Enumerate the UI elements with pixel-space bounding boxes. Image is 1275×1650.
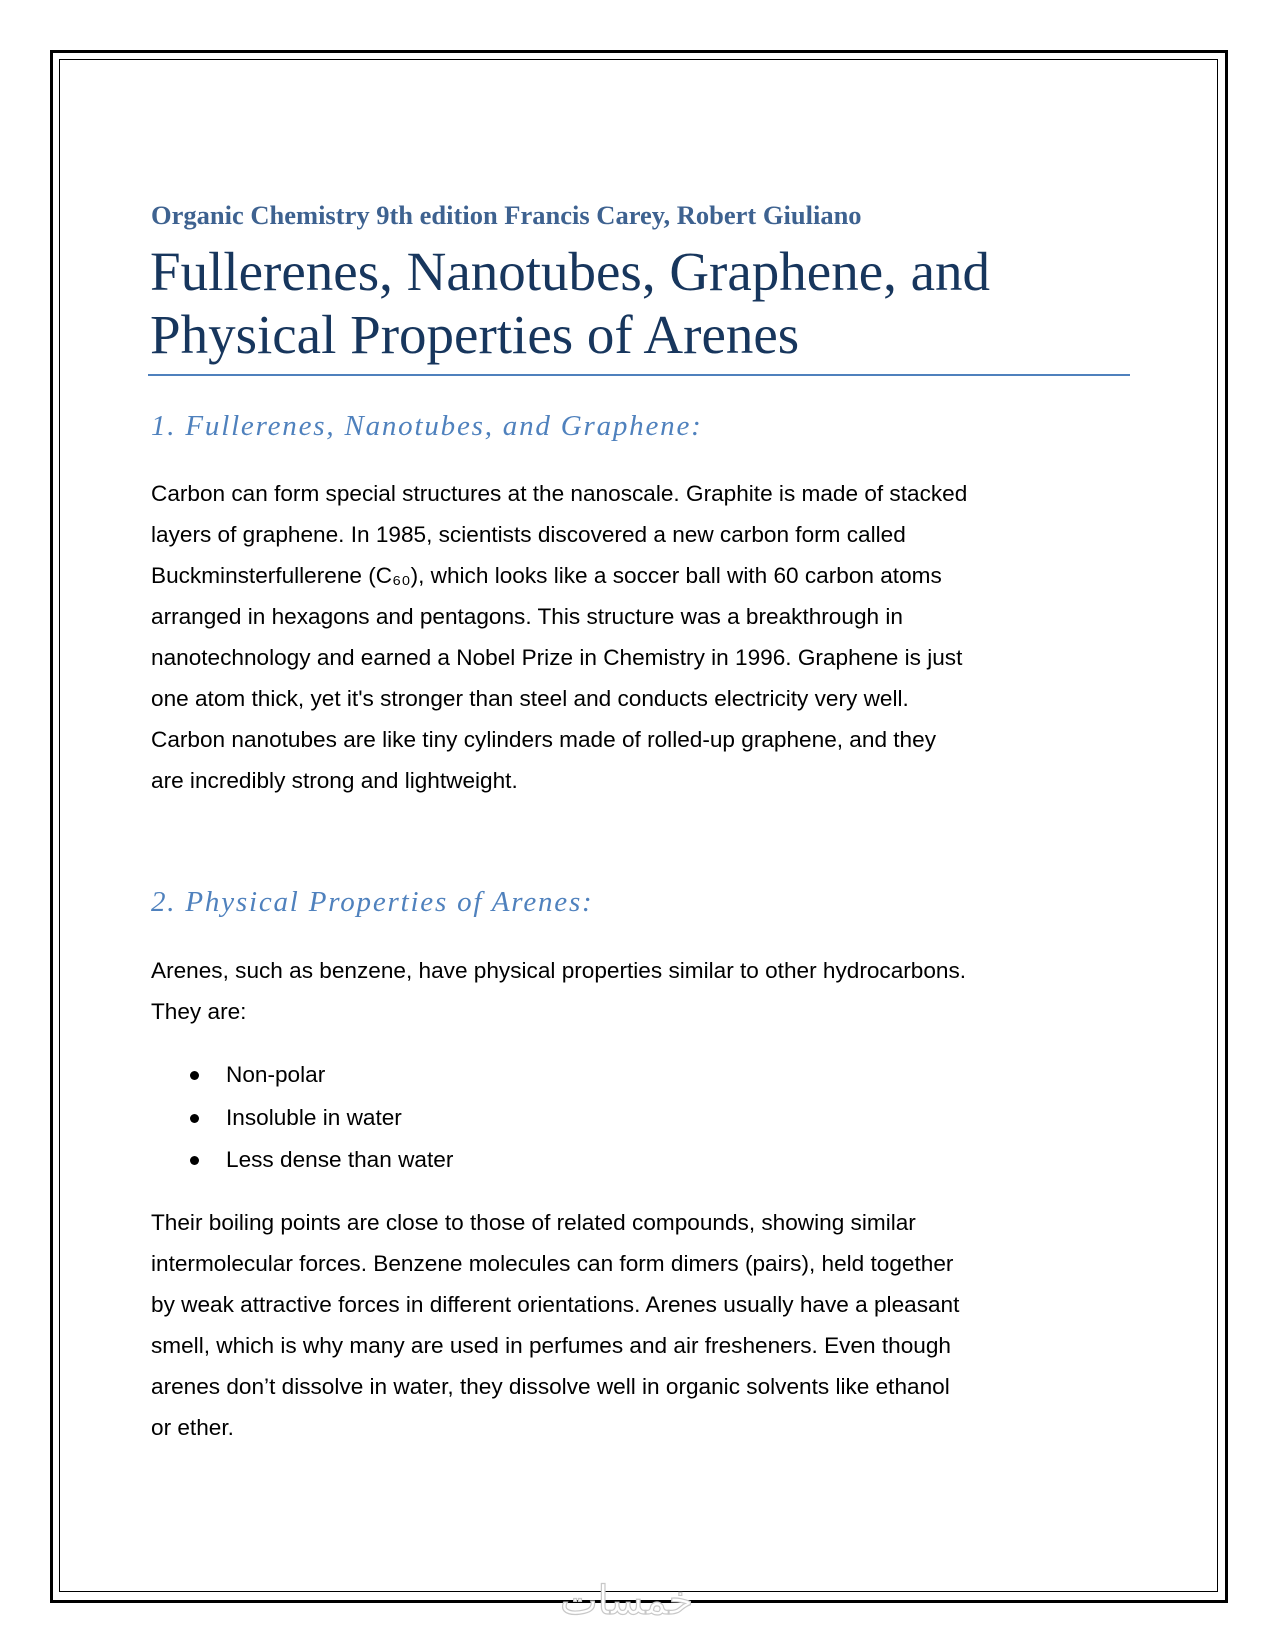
text-line: arranged in hexagons and pentagons. This structure was a breakthrough in [151,604,903,629]
text-line: layers of graphene. In 1985, scientists discovered a new carbon form called [151,522,906,547]
text-line: They are: [151,999,247,1024]
list-item [151,1054,453,1097]
text-line: smell, which is why many are used in perfumes and air fresheners. Even though [151,1333,951,1358]
list-item-text: Insoluble in water [226,1104,402,1130]
bullet-icon [190,1156,199,1165]
text-line: nanotechnology and earned a Nobel Prize in Chemistry in 1996. Graphene is just [151,645,963,670]
text-line: arenes don’t dissolve in water, they dissolve well in organic solvents like ethanol [151,1374,950,1399]
text-line: Carbon can form special structures at the nanoscale. Graphite is made of stacked [151,481,968,506]
text-line: Their boiling points are close to those of related compounds, showing similar [151,1210,916,1235]
list-item [151,1097,453,1140]
list-item [151,1139,453,1182]
text-line: are incredibly strong and lightweight. [151,768,518,793]
title-line: Fullerenes, Nanotubes, Graphene, and [150,241,991,302]
text-line: or ether. [151,1415,234,1440]
text-line: Buckminsterfullerene (C₆₀), which looks like a soccer ball with 60 carbon atoms [151,563,942,588]
list-item-text: Less dense than water [226,1147,454,1172]
document-title [150,240,990,366]
text-line: intermolecular forces. Benzene molecules can form dimers (pairs), held together [151,1251,954,1276]
properties-list [151,1054,453,1182]
title-underline [148,374,1130,376]
watermark-logo: خمسات [560,1578,694,1624]
bullet-icon [190,1071,199,1080]
section-heading-fullerenes: 1. Fullerenes, Nanotubes, and Graphene: [151,410,703,442]
paragraph-fullerenes [151,473,967,801]
bullet-icon [190,1114,199,1123]
document-subtitle: Organic Chemistry 9th edition Francis Carey, Robert Giuliano [151,200,862,230]
paragraph-arenes [151,1202,959,1448]
title-line: Physical Properties of Arenes [150,304,800,365]
text-line: one atom thick, yet it's stronger than steel and conducts electricity very well. [151,686,909,711]
text-line: Carbon nanotubes are like tiny cylinders made of rolled-up graphene, and they [151,727,936,752]
text-line: by weak attractive forces in different orientations. Arenes usually have a pleasant [151,1292,960,1317]
list-item-text: Non-polar [226,1062,326,1087]
section-heading-arenes: 2. Physical Properties of Arenes: [151,886,594,918]
paragraph-arenes-intro [151,950,966,1032]
text-line: Arenes, such as benzene, have physical properties similar to other hydrocarbons. [151,958,967,983]
